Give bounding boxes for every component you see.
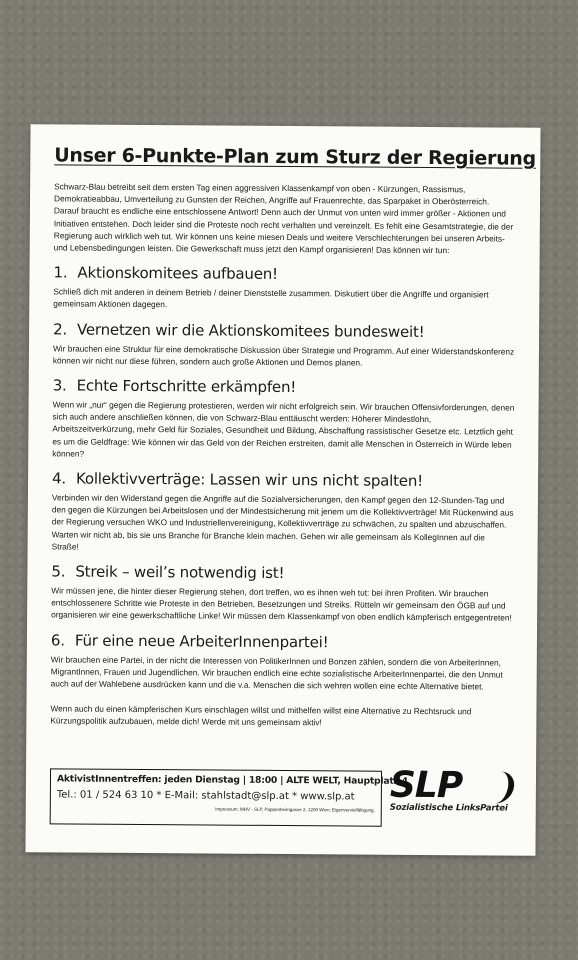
point-number: 3. (52, 376, 67, 395)
point-body: Wir brauchen eine Partei, in der nicht die Interessen von PolitikerInnen und Bonzen zählen, sondern die von ArbeiterInnen, MigrantInnen, Frauen und Jugendlichen. Wir brauchen endlich eine echte sozialistische ArbeiterInnenpartei, die den Unmut auch auf der Wahlebene ausdrücken kann und die v.a. Menschen die sich wehren wollen eine echte Alternative bietet. (50, 654, 503, 692)
point-number: 1. (53, 263, 68, 282)
intro-paragraph: Schwarz-Blau betreibt seit dem ersten Tag einen aggressiven Klassenkampf von oben - Kürzungen, Rassismus, Demokratieabbau, Umverteilung zu Gunsten der Reichen, Angriffe auf Frauenrechte, das Sparpaket in Oberösterreich. Darauf braucht es endliche eine entschlossene Antwort! Denn auch der Unmut von unten wird immer größer - Aktionen und Initiativen entstehen. Doch leider sind die Proteste noch recht verhalten und vereinzelt. Es fehlt eine Gesamtstrategie, die der Regierung auch wirklich weh tut. Wir können uns keine miesen Deals und weitere Verschlechterungen bei unseren Arbeits- und Lebensbedingungen leisten. Die Gewerkschaft muss jetzt den Kampf organisieren! Das können wir tun: (53, 181, 514, 256)
point-body: Schließ dich mit anderen in deinem Betrieb / deiner Dienststelle zusammen. Diskutiert über die Angriffe und organisiert gemeinsam Aktionen dagegen. (53, 286, 489, 310)
contact-box (50, 768, 408, 826)
point-body: Wir brauchen eine Struktur für eine demokratische Diskussion über Strategie und Programm. Auf einer Widerstandskonferenz können wir nicht nur diese führen, sondern auch große Aktionen und Demos planen. (52, 343, 515, 368)
point-heading (53, 376, 515, 397)
logo-subtitle: Sozialistische LinksPartei (389, 802, 508, 814)
flyer-footer (50, 764, 512, 829)
flyer-title: Unser 6-Punkte-Plan zum Sturz der Regierung (54, 144, 536, 170)
point-number: 6. (50, 631, 65, 650)
point-5 (51, 562, 513, 624)
point-heading (51, 562, 513, 583)
meeting-info: AktivistInnentreffen: jeden Dienstag | 18:00 | ALTE WELT, Hauptplatz 4 (56, 773, 408, 787)
point-number: 5. (51, 562, 66, 581)
point-body: Wenn wir „nur“ gegen die Regierung protestieren, werden wir nicht erfolgreich sein. Wir brauchen Offensivforderungen, denen sich auch andere anschließen können, die von Schwarz-Blau enttäuscht werden: Höherer Mindestlohn, Arbeitszeitverkürzung, mehr Geld für Soziales, Gesundheit und Bildung, Abschaffung rassistischer Gesetze etc. Letztlich geht es um die Geldfrage: Wie können wir das Geld von der Reichen erstreiten, damit alle Menschen in Österreich in Würde leben können? (52, 399, 515, 459)
point-body: Wir müssen jene, die hinter dieser Regierung stehen, dort treffen, wo es ihnen weh tut: bei ihren Profiten. Wir brauchen entschlossenere Schritte wie Proteste in den Betrieben, Besetzungen und Streiks. Rütteln wir gemeinsam den ÖGB auf und organisieren wir eine gewerkschaftliche Linke! Wir müssen dem Klassenkampf von oben endlich kämpferisch entgegentreten! (51, 585, 512, 624)
slp-logo (389, 764, 514, 830)
point-heading (52, 469, 514, 490)
point-body: Verbinden wir den Widerstand gegen die Angriffe auf die Sozialversicherungen, den Kampf gegen den 12-Stunden-Tag und den gegen die Kürzungen bei Arbeitslosen und der Mindestsicherung mit jenem um die Kollektivverträge! Mit Rückenwind aus der Regierung versuchen WKO und Industriellenvereinigung, Kollektivverträge zu schwächen, zu spalten und abzuschaffen. Warten wir nicht ab, bis sie uns Branche für Branche klein machen. Gehen wir alle gemeinsam als KollegInnen auf die Straße! (51, 492, 514, 552)
closing-paragraph: Wenn auch du einen kämpferischen Kurs einschlagen willst und mithelfen willst eine Alternative zu Rechtsruck und Kürzungspolitik aufzubauen, melde dich! Werde mit uns gemeinsam aktiv! (50, 703, 472, 728)
point-heading (53, 264, 515, 285)
point-1 (53, 264, 515, 314)
point-3 (52, 376, 515, 462)
logo-mark: SLP (389, 764, 463, 807)
point-2 (53, 320, 515, 370)
point-title: Für eine neue ArbeiterInnenpartei! (74, 631, 329, 651)
point-title: Echte Fortschritte erkämpfen! (76, 376, 297, 397)
point-title: Vernetzen wir die Aktionskomitees bundesweit! (76, 320, 425, 341)
point-number: 2. (53, 320, 68, 339)
point-title: Streik – weil’s notwendig ist! (75, 562, 285, 583)
flyer-sheet (25, 124, 540, 856)
point-title: Kollektivverträge: Lassen wir uns nicht spalten! (75, 469, 424, 491)
impressum: Impressum: MHV - SLP, Pappenheimgasse 2, 1200 Wien; Eigenvervielfältigung. (215, 806, 375, 813)
point-title: Aktionskomitees aufbauen! (77, 263, 278, 284)
point-6 (51, 631, 513, 693)
contact-line: Tel.: 01 / 524 63 10 * E-Mail: stahlstadt@slp.at * www.slp.at (56, 789, 355, 803)
point-4 (52, 469, 515, 555)
point-number: 4. (52, 469, 67, 488)
point-heading (51, 631, 513, 652)
point-heading (53, 320, 515, 341)
